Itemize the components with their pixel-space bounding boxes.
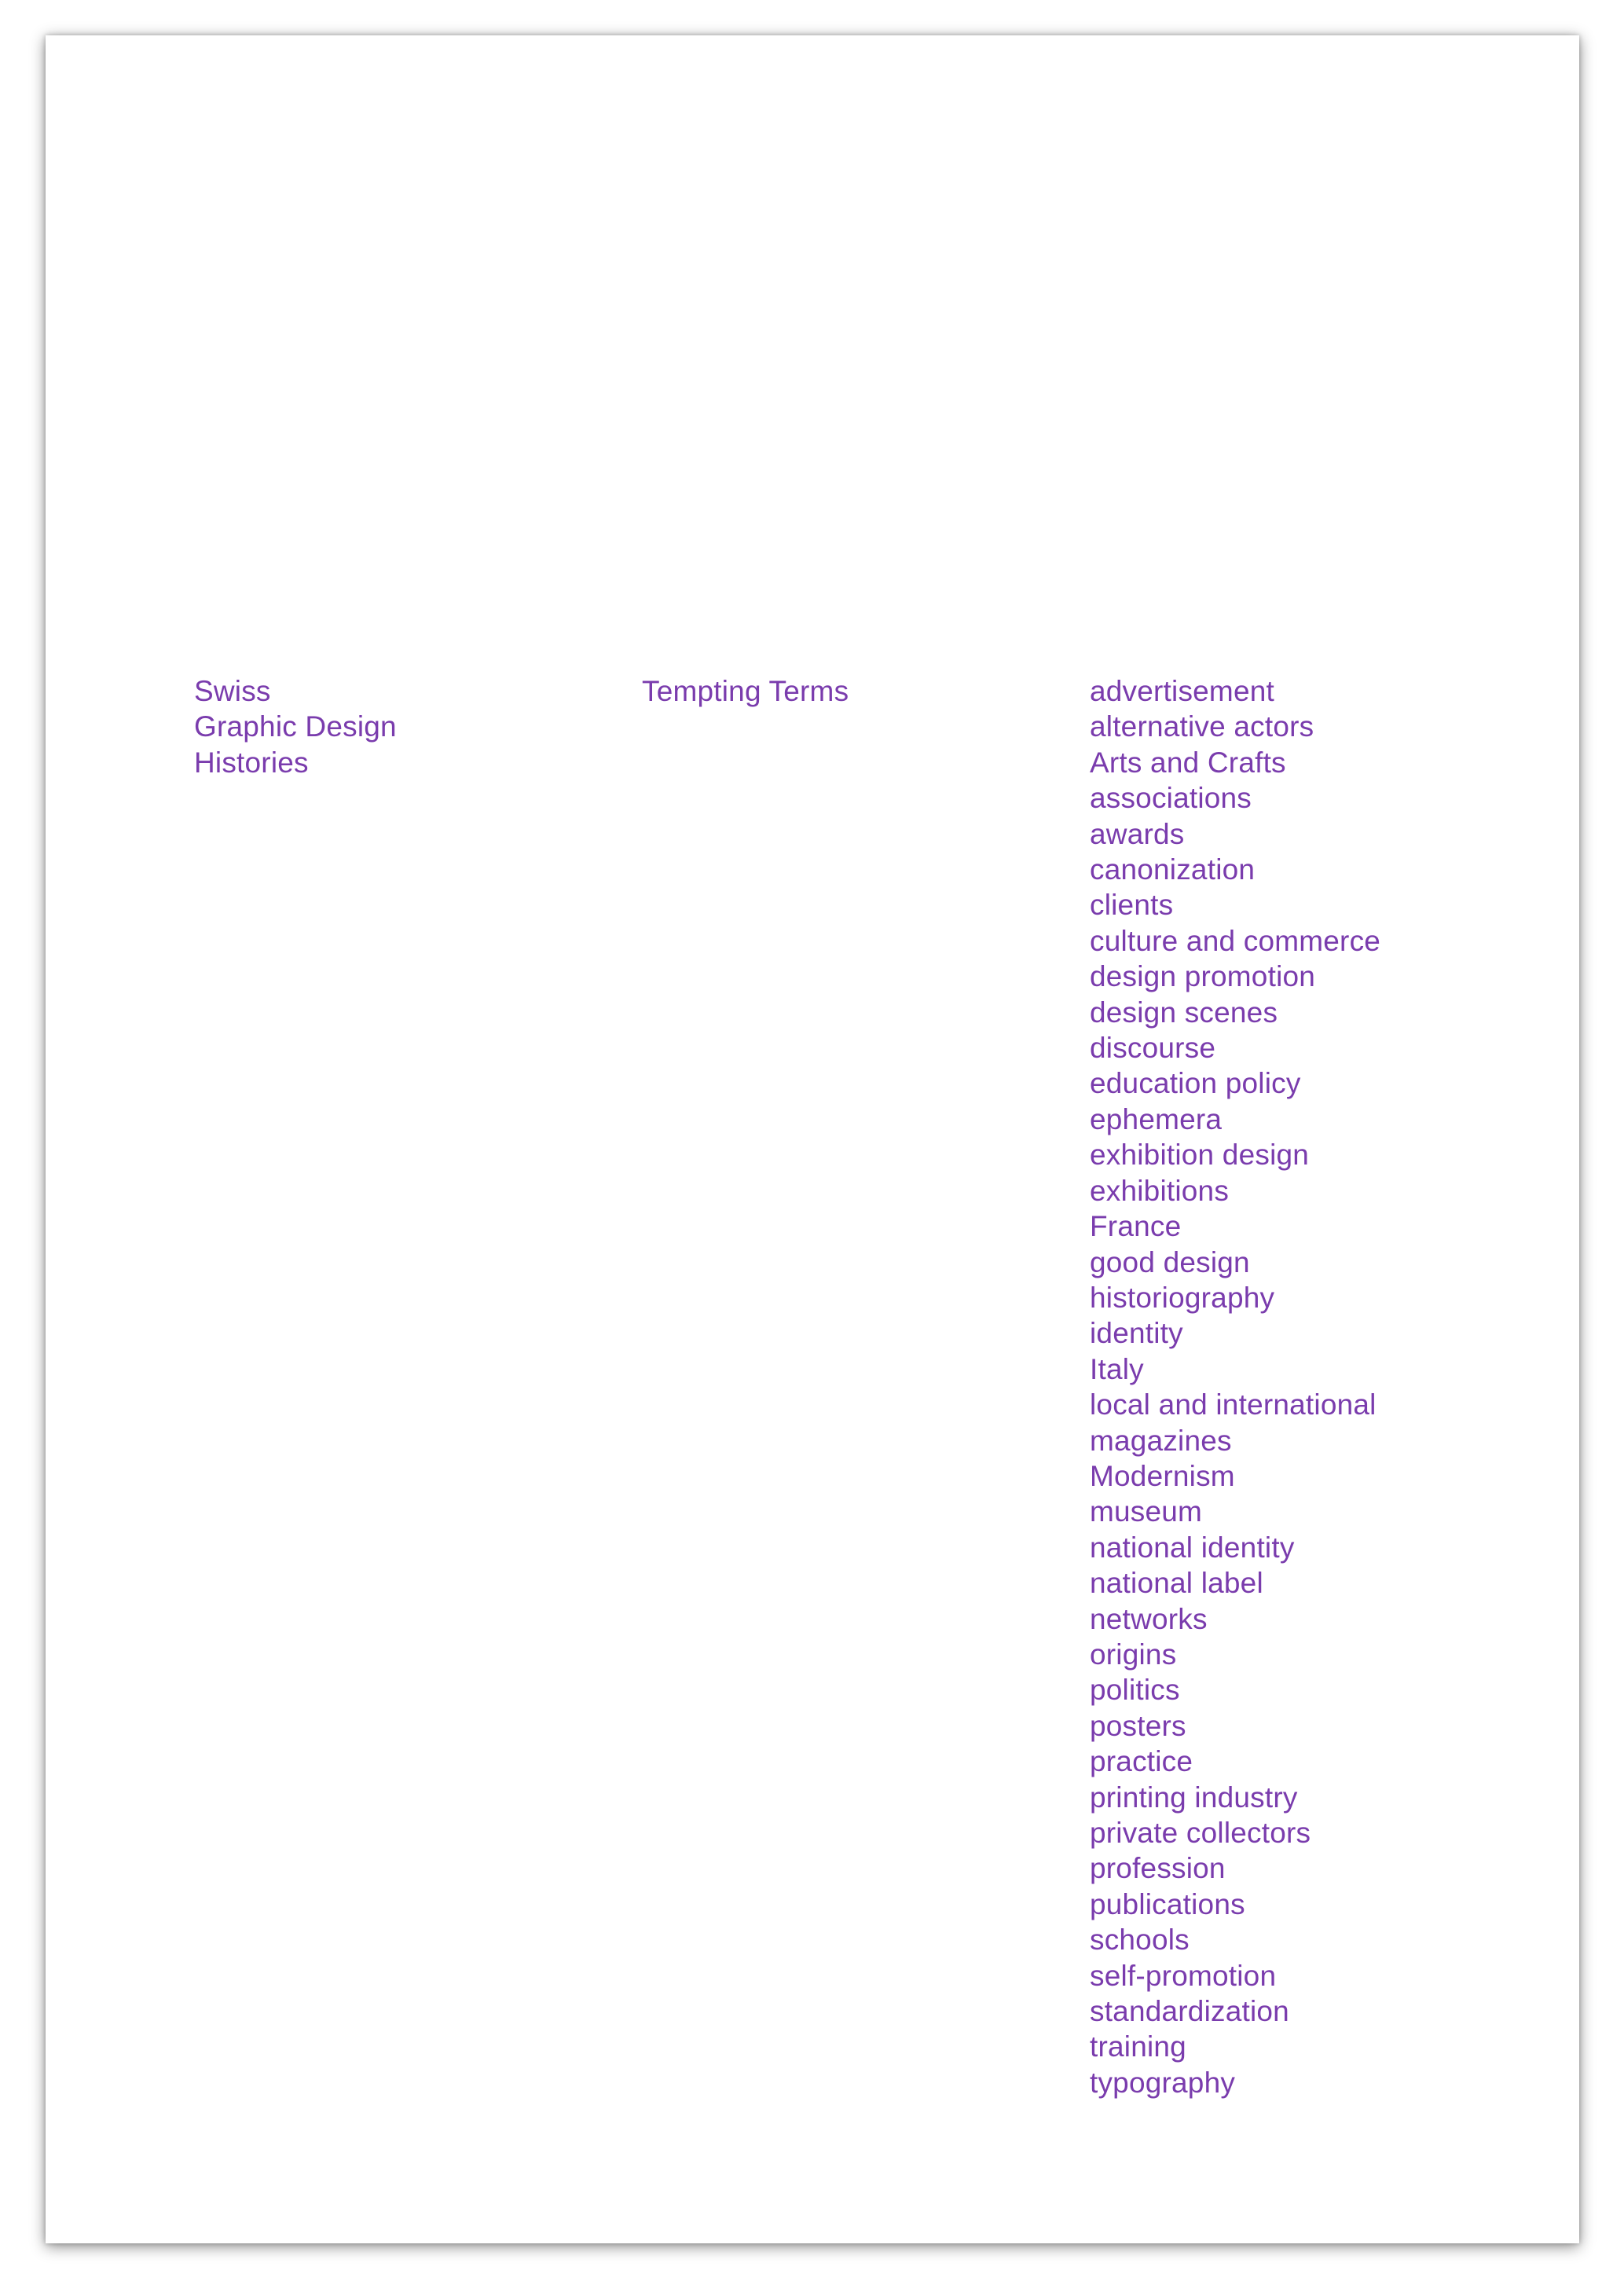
term-item: publications (1090, 1887, 1245, 1920)
term-item: local and international (1090, 1388, 1377, 1421)
term-item: discourse (1090, 1032, 1216, 1065)
term-item: networks (1090, 1602, 1208, 1635)
term-item: associations (1090, 782, 1252, 815)
term-item: standardization (1090, 1995, 1289, 2028)
term-item: France (1090, 1210, 1182, 1243)
term-item: national identity (1090, 1531, 1295, 1564)
term-item: awards (1090, 817, 1185, 850)
term-item: historiography (1090, 1281, 1275, 1314)
title-line: Histories (194, 746, 309, 779)
term-item: design promotion (1090, 960, 1316, 993)
series-label: Tempting Terms (642, 675, 849, 707)
term-item: exhibition design (1090, 1139, 1310, 1172)
term-item: identity (1090, 1317, 1183, 1350)
term-item: private collectors (1090, 1817, 1311, 1849)
term-item: practice (1090, 1745, 1193, 1778)
term-item: culture and commerce (1090, 924, 1381, 957)
term-item: schools (1090, 1924, 1190, 1957)
term-item: training (1090, 2030, 1186, 2063)
term-item: self-promotion (1090, 1959, 1277, 1992)
term-item: posters (1090, 1709, 1186, 1742)
term-item: education policy (1090, 1067, 1301, 1100)
title-line: Swiss (194, 675, 271, 707)
term-item: profession (1090, 1852, 1226, 1885)
term-item: design scenes (1090, 996, 1278, 1029)
term-item: origins (1090, 1638, 1177, 1671)
series-title (642, 673, 849, 709)
term-item: museum (1090, 1495, 1203, 1528)
term-item: clients (1090, 889, 1174, 922)
term-item: alternative actors (1090, 710, 1314, 743)
title-line: Graphic Design (194, 710, 397, 743)
term-item: exhibitions (1090, 1174, 1230, 1207)
term-item: ephemera (1090, 1102, 1223, 1135)
term-item: advertisement (1090, 675, 1274, 707)
term-item: good design (1090, 1245, 1250, 1278)
term-item: Modernism (1090, 1459, 1235, 1492)
term-item: Italy (1090, 1352, 1144, 1385)
term-item: politics (1090, 1674, 1180, 1707)
term-item: printing industry (1090, 1781, 1298, 1814)
term-item: Arts and Crafts (1090, 746, 1286, 779)
term-item: canonization (1090, 853, 1256, 886)
term-item: national label (1090, 1567, 1263, 1600)
term-item: magazines (1090, 1424, 1232, 1457)
book-title (194, 673, 397, 780)
terms-list (1090, 673, 1380, 2100)
cover-page (46, 35, 1579, 2243)
term-item: typography (1090, 2066, 1236, 2099)
